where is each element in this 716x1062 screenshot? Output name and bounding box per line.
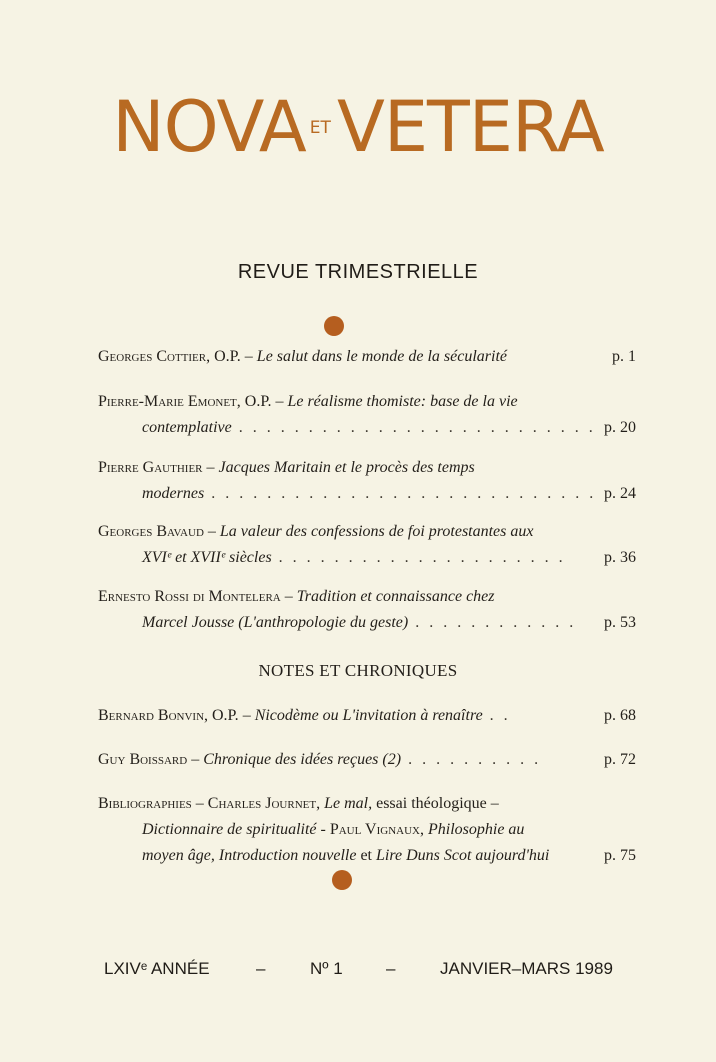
notes-title: Chronique des idées reçues (2) [203,751,402,768]
subtitle: REVUE TRIMESTRIELLE [237,261,479,283]
toc-title-continued: Marcel Jousse (L'anthropologie du geste) [142,614,409,631]
bibliographies-entry [98,791,636,869]
notes-separator: – [238,707,255,724]
biblio-title: Philosophie au [427,821,525,838]
toc-title: Le réalisme thomiste: base de la vie [287,393,518,410]
toc-title: Jacques Maritain et le procès des temps [218,459,475,476]
toc-author: Georges Cottier, O.P. [98,348,241,365]
toc-separator: – [280,588,297,605]
toc-separator: – [271,393,288,410]
toc-author: Pierre Gauthier [98,459,203,476]
biblio-comma: , [419,821,428,838]
footer-year: LXIVᵉ ANNÉE [104,959,210,978]
notes-page: p. 72 [604,751,636,768]
toc-author: Pierre-Marie Emonet, O.P. [98,393,272,410]
biblio-author: Paul Vignaux [329,821,420,838]
toc-entry [98,519,636,571]
toc-leader: . . . . . . . . . . . . [408,614,577,631]
toc-title: Tradition et connaissance chez [296,588,495,605]
toc-title: La valeur des confessions de foi protestantes aux [219,523,534,540]
biblio-label: Bibliographies [98,795,192,812]
notes-entry [98,747,636,773]
notes-leader: . . . . . . . . . . [401,751,542,768]
notes-separator: – [187,751,204,768]
toc-leader: . . . . . . . . . . . . . . . . . . . . . . . . . . [231,419,596,436]
toc-title: Le salut dans le monde de la sécularité [256,348,507,365]
toc-page: p. 20 [604,419,636,436]
notes-entry [98,703,636,729]
masthead-word-nova: NOVA [112,86,306,168]
biblio-title: Dictionnaire de spiritualité [142,821,317,838]
toc-page: p. 1 [612,348,636,365]
notes-title: Nicodème ou L'invitation à renaître [254,707,483,724]
biblio-separator: – [191,795,208,812]
toc-separator: – [240,348,257,365]
footer-dash: – [256,959,266,978]
ornament-dot-icon [324,316,344,336]
biblio-author: Charles Journet [207,795,317,812]
toc-leader: . . . . . . . . . . . . . . . . . . . . . . . . . . . . [204,485,597,502]
notes-author: Guy Boissard [98,751,188,768]
masthead-title [0,86,716,168]
footer-date: JANVIER–MARS 1989 [440,959,613,978]
section-heading-notes: NOTES ET CHRONIQUES [258,661,458,680]
notes-leader: . . [482,707,511,724]
toc-entry [98,455,636,507]
biblio-title: Le mal, [324,795,373,812]
toc-page: p. 53 [604,614,636,631]
toc-title-continued: contemplative [142,419,232,436]
toc-title-continued: XVIᵉ et XVIIᵉ siècles [142,549,272,566]
toc-leader: . . . . . . . . . . . . . . . . . . . . . [271,549,566,566]
toc-entry [98,344,636,370]
toc-separator: – [203,523,220,540]
biblio-description: essai théologique – [372,795,499,812]
notes-author: Bernard Bonvin, O.P. [98,707,239,724]
toc-page: p. 36 [604,549,636,566]
toc-separator: – [202,459,219,476]
masthead-word-vetera: VETERA [336,86,604,168]
ornament-dot-icon [332,870,352,890]
toc-title-continued: modernes [142,485,205,502]
footer-issue-number: Nº 1 [310,959,343,978]
toc-entry [98,389,636,441]
footer-dash: – [386,959,396,978]
biblio-comma: , [316,795,325,812]
biblio-page: p. 75 [604,847,636,864]
biblio-title: Lire Duns Scot aujourd'hui [376,847,550,864]
biblio-separator: - [316,821,330,838]
toc-author: Ernesto Rossi di Montelera [98,588,281,605]
toc-page: p. 24 [604,485,636,502]
notes-page: p. 68 [604,707,636,724]
toc-author: Georges Bavaud [98,523,204,540]
toc-entry [98,584,636,636]
biblio-conjunction: et [356,847,376,864]
biblio-title: moyen âge, Introduction nouvelle [142,847,357,864]
masthead-connector: ET [309,118,331,138]
